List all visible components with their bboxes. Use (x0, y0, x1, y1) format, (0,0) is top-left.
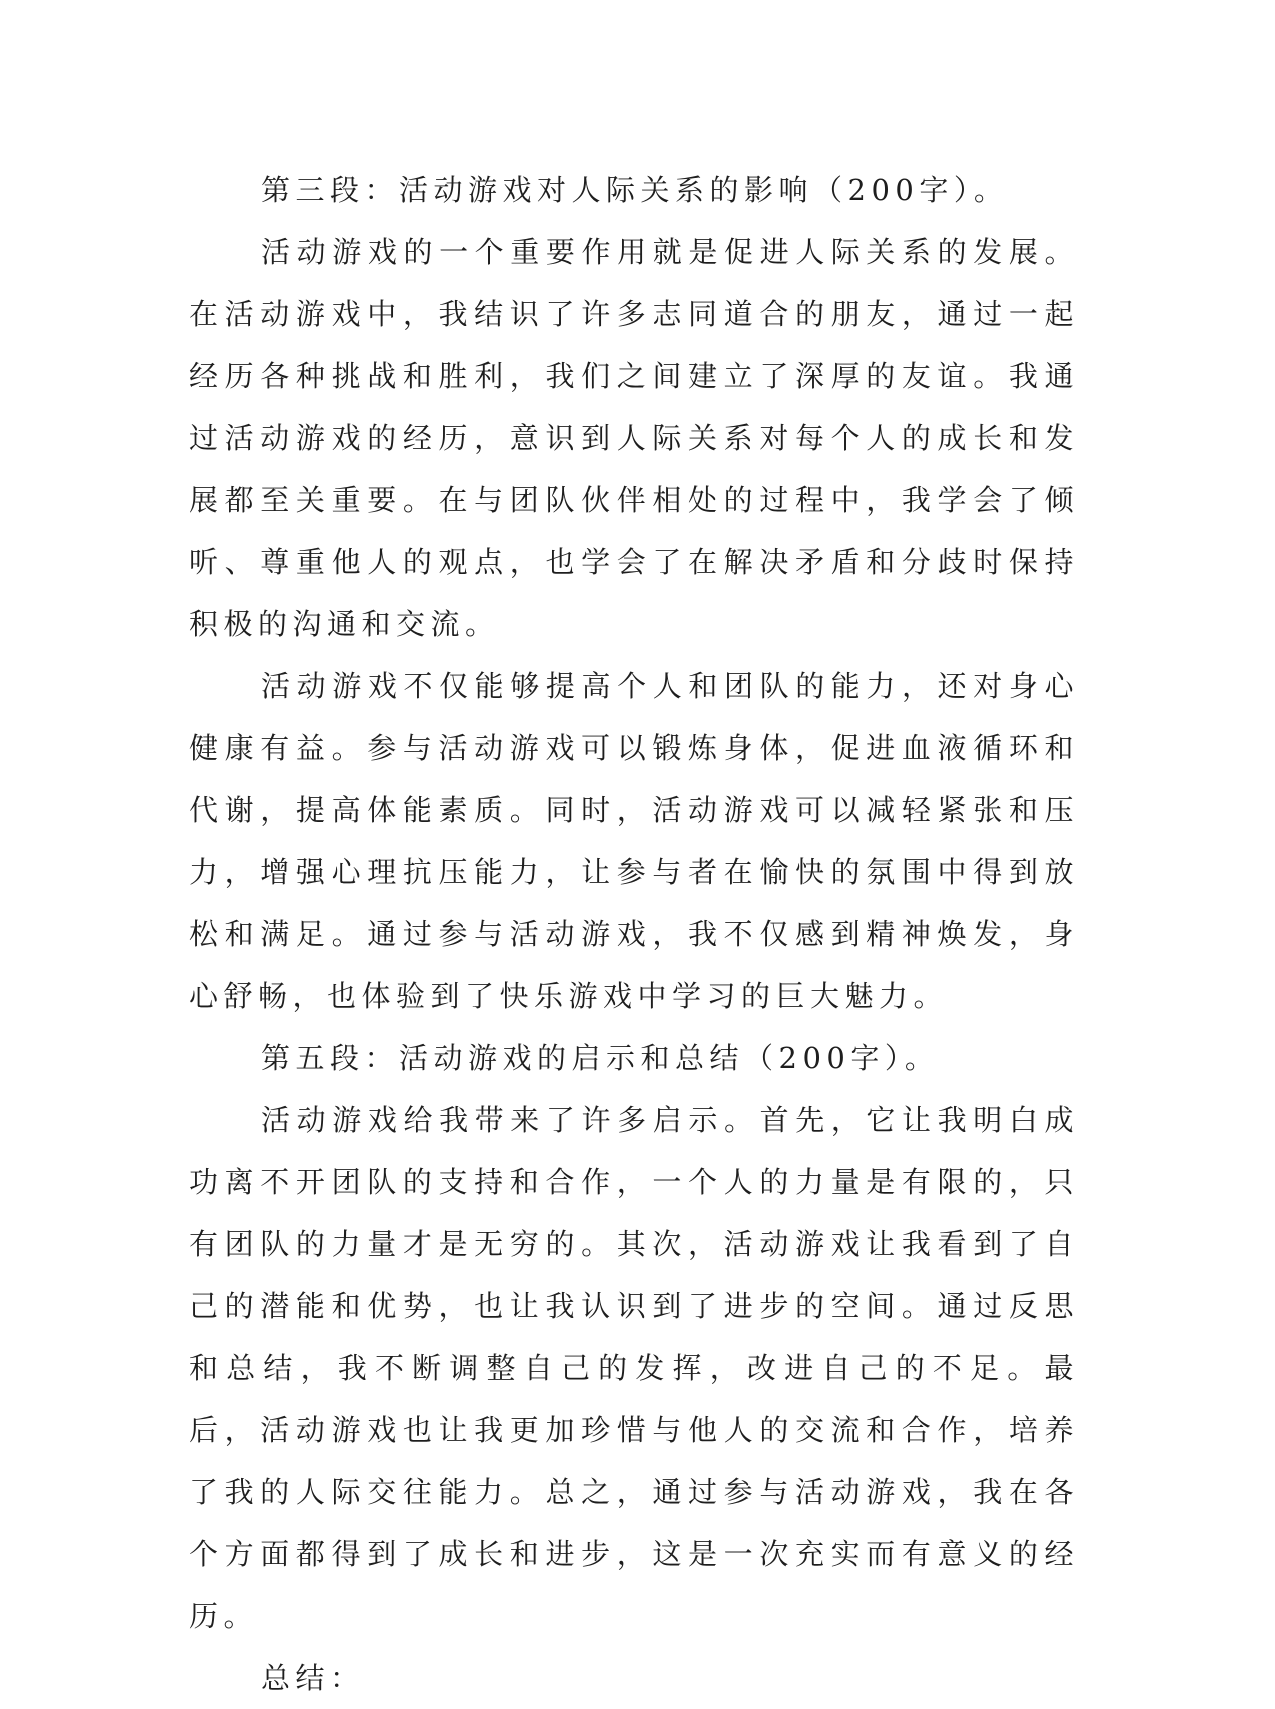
paragraph: 活动游戏给我带来了许多启示。首先，它让我明白成功离不开团队的支持和合作，一个人的力量是有限的，只有团队的力量才是无穷的。其次，活动游戏让我看到了自己的潜能和优势，也让我认识到了进步的空间。通过反思和总结，我不断调整自己的发挥，改进自己的不足。最后，活动游戏也让我更加珍惜与他人的交流和合作，培养了我的人际交往能力。总之，通过参与活动游戏，我在各个方面都得到了成长和进步，这是一次充实而有意义的经历。 (189, 1103, 1079, 1633)
summary-heading: 总结： (261, 1661, 365, 1695)
section-heading-3: 第三段：活动游戏对人际关系的影响（200字）。 (261, 173, 1009, 207)
paragraph: 活动游戏的一个重要作用就是促进人际关系的发展。在活动游戏中，我结识了许多志同道合的朋友，通过一起经历各种挑战和胜利，我们之间建立了深厚的友谊。我通过活动游戏的经历，意识到人际关系对每个人的成长和发展都至关重要。在与团队伙伴相处的过程中，我学会了倾听、尊重他人的观点，也学会了在解决矛盾和分歧时保持积极的沟通和交流。 (189, 235, 1079, 641)
section-heading-5: 第五段：活动游戏的启示和总结（200字）。 (261, 1041, 940, 1075)
paragraph: 活动游戏不仅能够提高个人和团队的能力，还对身心健康有益。参与活动游戏可以锻炼身体，促进血液循环和代谢，提高体能素质。同时，活动游戏可以减轻紧张和压力，增强心理抗压能力，让参与者在愉快的氛围中得到放松和满足。通过参与活动游戏，我不仅感到精神焕发，身心舒畅，也体验到了快乐游戏中学习的巨大魅力。 (189, 669, 1079, 1013)
document-body (189, 159, 1079, 1709)
